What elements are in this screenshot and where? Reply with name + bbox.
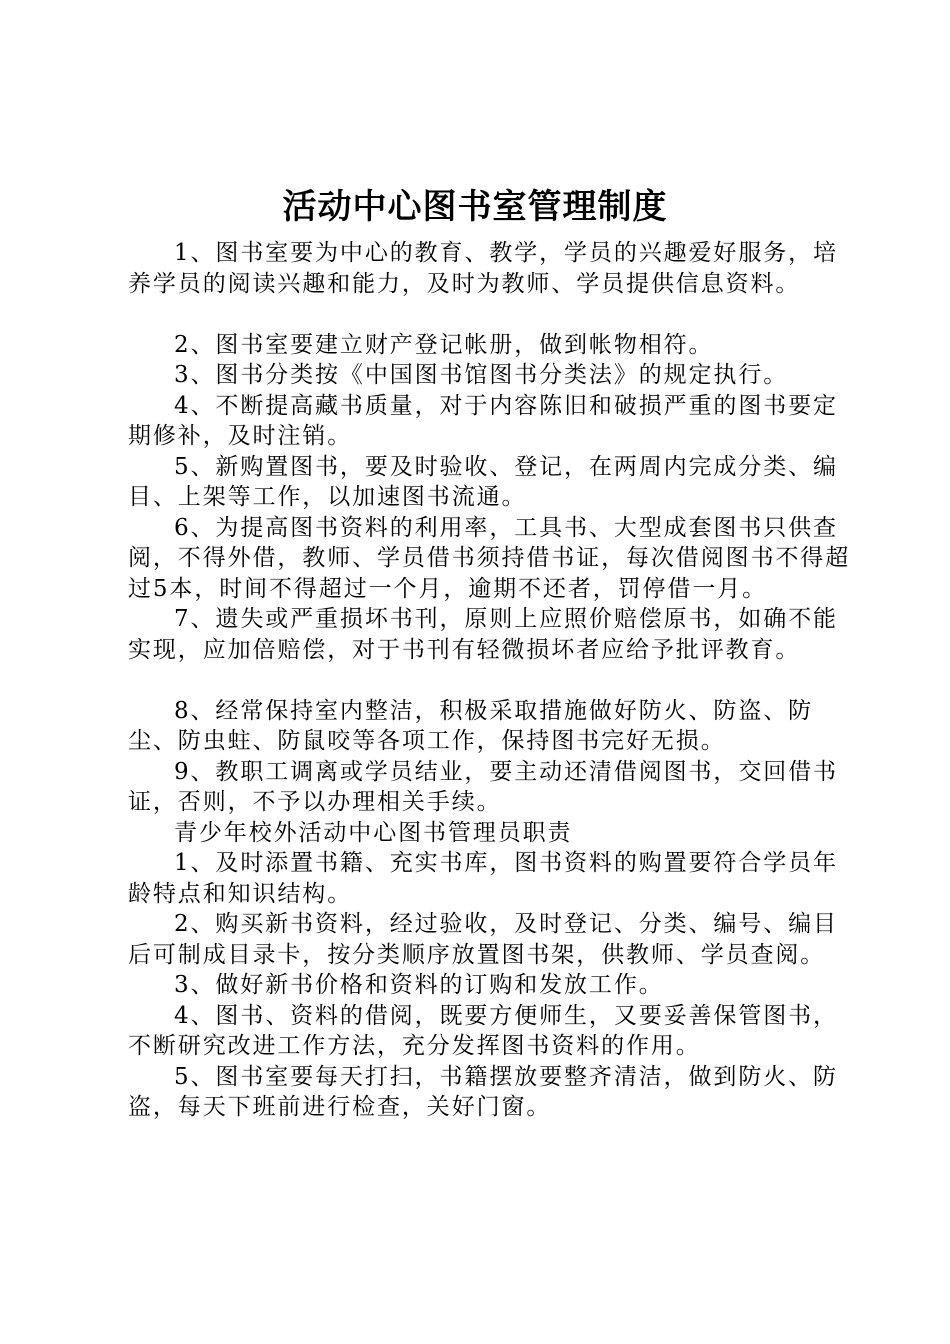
rule-paragraph-6: 6、为提高图书资料的利用率，工具书、大型成套图书只供查阅，不得外借，教师、学员借书须持借书证，每次借阅图书不得超过5本，时间不得超过一个月，逾期不还者，罚停借一月。 [128,514,851,602]
duty-paragraph-4: 4、图书、资料的借阅，既要方便师生，又要妥善保管图书，不断研究改进工作方法，充分发挥图书资料的作用。 [128,1002,838,1059]
duty-paragraph-1: 1、及时添置书籍、充实书库，图书资料的购置要符合学员年龄特点和知识结构。 [128,850,838,907]
duty-paragraph-3: 3、做好新书价格和资料的订购和发放工作。 [174,972,664,998]
duty-paragraph-5: 5、图书室要每天打扫，书籍摆放要整齐清洁，做到防火、防盗，每天下班前进行检查，关好门窗。 [128,1063,838,1120]
paragraph-gap [128,299,858,330]
paragraph-gap [128,665,858,696]
rule-paragraph-8: 8、经常保持室内整洁，积极采取措施做好防火、防盗、防尘、防虫蛀、防鼠咬等各项工作，保持图书完好无损。 [128,697,814,754]
rule-paragraph-2: 2、图书室要建立财产登记帐册，做到帐物相符。 [174,331,714,358]
duty-paragraph-2: 2、购买新书资料，经过验收，及时登记、分类、编号、编目后可制成目录卡，按分类顺序放置图书架，供教师、学员查阅。 [128,911,838,968]
rule-paragraph-7: 7、遗失或严重损坏书刊，原则上应照价赔偿原书，如确不能实现，应加倍赔偿，对于书刊有轻微损坏者应给予批评教育。 [128,606,838,663]
document-body [128,238,858,1123]
rule-paragraph-9: 9、教职工调离或学员结业，要主动还清借阅图书，交回借书证，否则，不予以办理相关手续。 [128,758,838,815]
document-title: 活动中心图书室管理制度 [282,187,668,227]
rule-paragraph-3: 3、图书分类按《中国图书馆图书分类法》的规定执行。 [174,362,789,388]
rule-paragraph-4: 4、不断提高藏书质量，对于内容陈旧和破损严重的图书要定期修补，及时注销。 [128,392,838,449]
rule-paragraph-5: 5、新购置图书，要及时验收、登记，在两周内完成分类、编目、上架等工作，以加速图书流通。 [128,453,838,510]
section-heading: 青少年校外活动中心图书管理员职责 [174,819,573,846]
rule-paragraph-1: 1、图书室要为中心的教育、教学，学员的兴趣爱好服务，培养学员的阅读兴趣和能力，及时为教师、学员提供信息资料。 [128,240,838,297]
